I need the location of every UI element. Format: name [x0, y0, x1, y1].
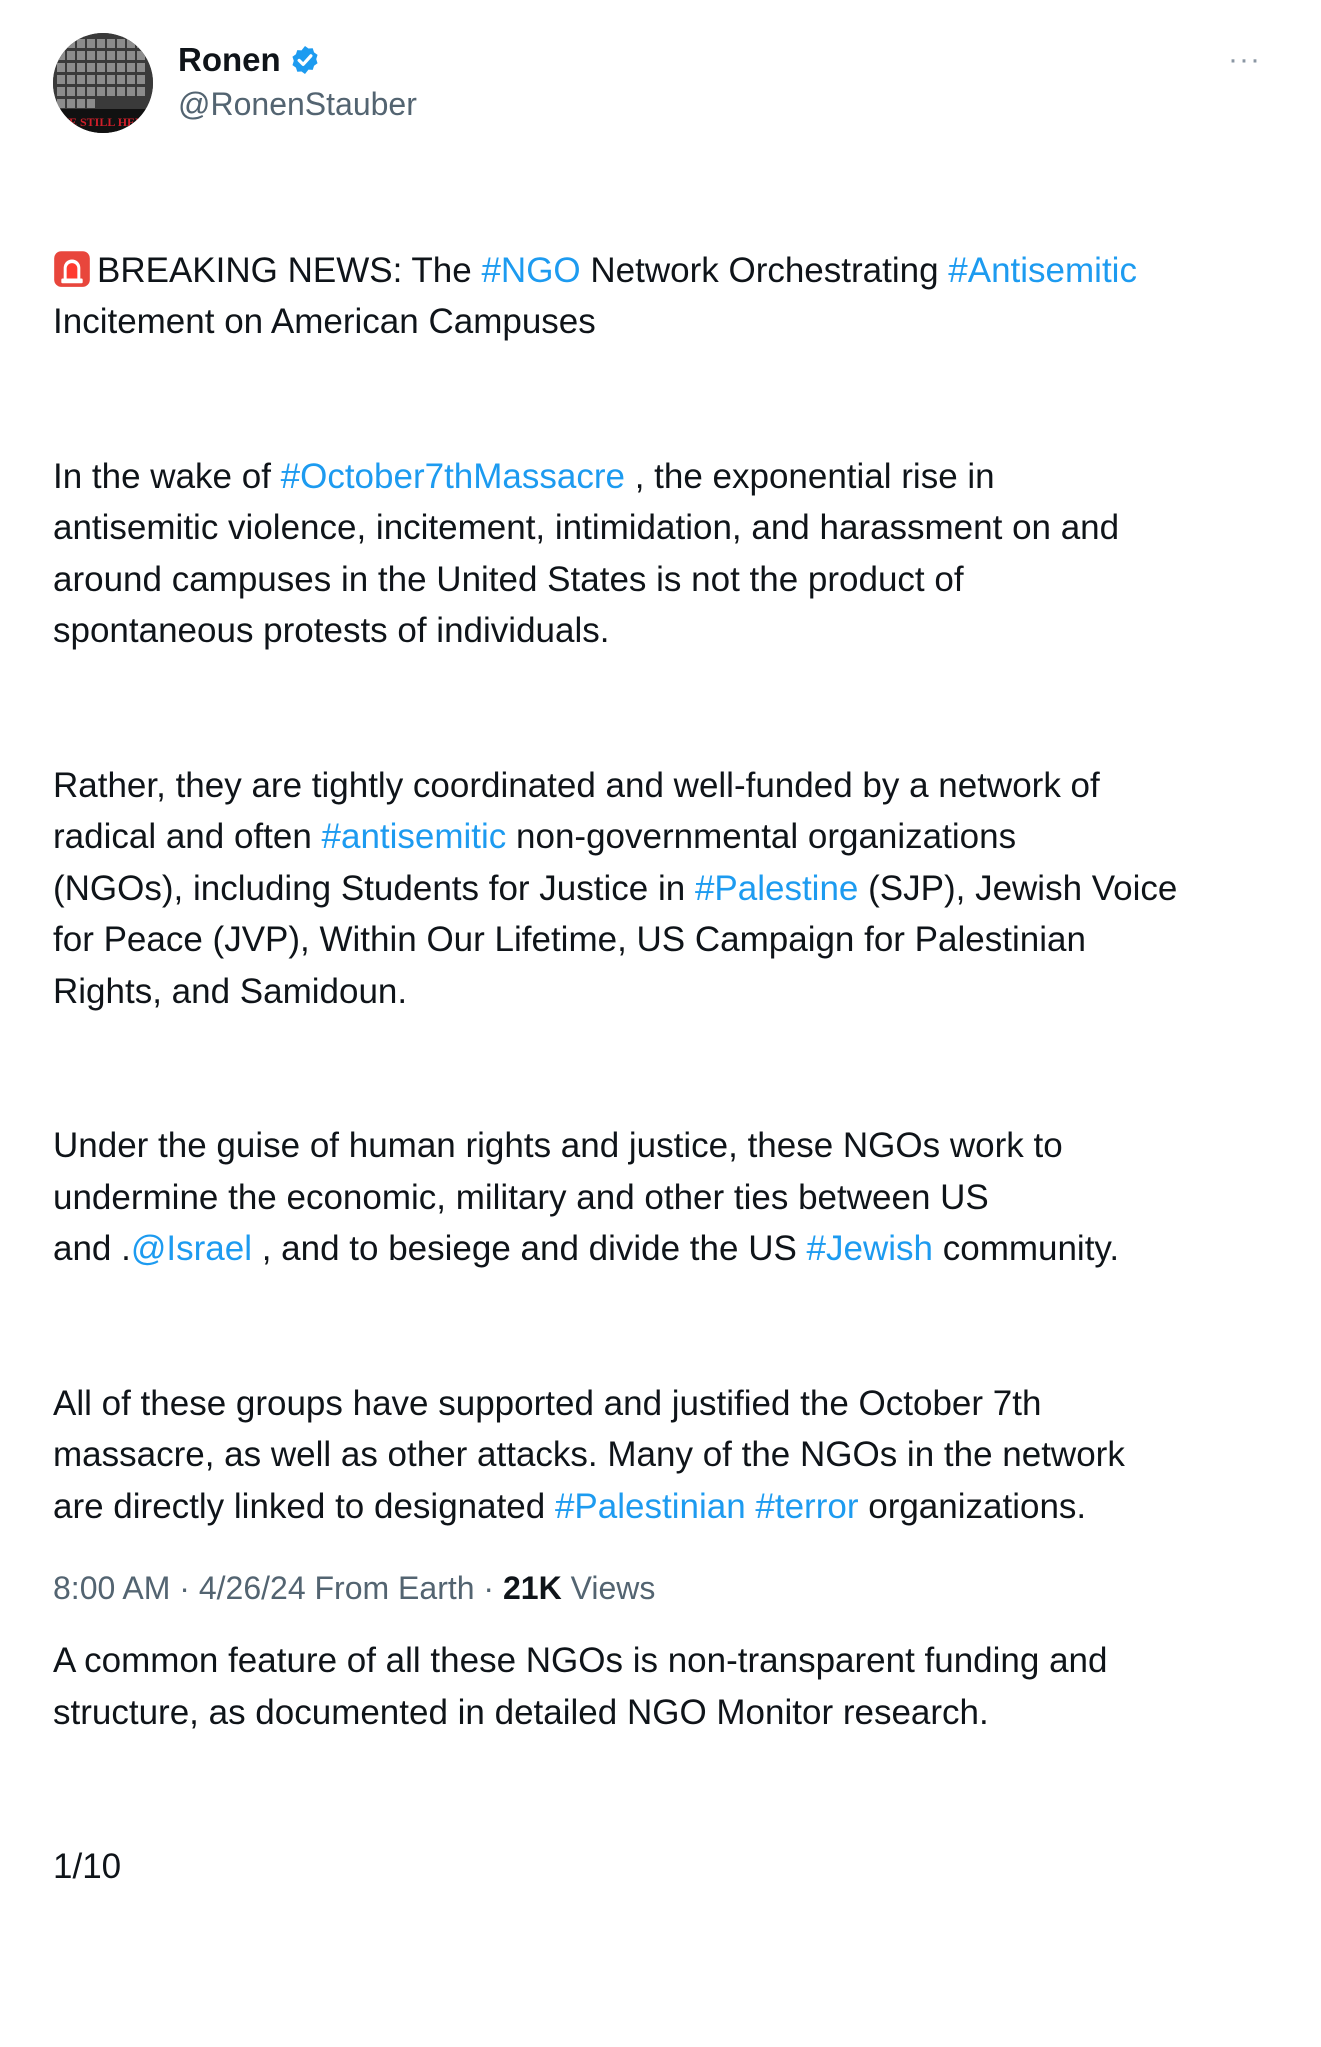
views-label: Views — [561, 1570, 656, 1606]
tweet-text — [53, 193, 1283, 2047]
tweet-paragraph-1 — [53, 245, 1283, 348]
text-run: Rather, they are tightly coordinated and well-funded by a network of radical and often — [53, 765, 1100, 856]
tweet-metadata — [53, 1568, 655, 1608]
hashtag-link[interactable]: #October7thMassacre — [280, 456, 625, 496]
avatar-image — [53, 33, 153, 133]
views-count[interactable]: 21K — [502, 1570, 562, 1606]
text-run: All of these groups have supported and justified the October 7th massacre, as well as other attacks. Many of the NGOs in the network are directly linked to designated — [53, 1383, 1125, 1526]
tweet-paragraph-2 — [53, 451, 1283, 657]
hashtag-link[interactable]: #terror — [755, 1486, 859, 1526]
text-run: Under the guise of human rights and justice, these NGOs work to undermine the economic, military and other ties between US and . — [53, 1126, 1063, 1268]
avatar-text: WE STILL HERE — [57, 115, 152, 129]
tweet-paragraph-4 — [53, 1120, 1283, 1275]
text-run: Network Orchestrating — [580, 250, 949, 290]
text-run: community. — [933, 1229, 1120, 1268]
hashtag-link[interactable]: #antisemitic — [321, 817, 507, 856]
separator: · — [474, 1570, 503, 1606]
author-name-row — [178, 40, 321, 80]
text-run: non-governmental organizations (NGOs), including Students for Justice in — [53, 817, 1017, 908]
tweet-paragraph-5 — [53, 1378, 1283, 1533]
avatar[interactable] — [53, 33, 153, 133]
hashtag-link[interactable]: #Palestinian — [554, 1486, 746, 1526]
display-name[interactable]: Ronen — [178, 41, 281, 78]
text-run: (SJP), Jewish Voice for Peace (JVP), Within Our Lifetime, US Campaign for Palestinian Rights, and Samidoun. — [53, 868, 1178, 1011]
verified-badge-icon — [289, 44, 321, 76]
siren-icon — [53, 250, 91, 288]
hashtag-link[interactable]: #NGO — [481, 250, 581, 290]
tweet-time[interactable]: 8:00 AM — [53, 1570, 171, 1606]
text-run: A common feature of all these NGOs is non-transparent funding and structure, as documented in detailed NGO Monitor research. — [53, 1641, 1108, 1732]
author-handle[interactable]: @RonenStauber — [178, 86, 417, 122]
tweet-date[interactable]: 4/26/24 — [198, 1570, 306, 1606]
text-run: In the wake of — [53, 456, 281, 496]
more-options-icon[interactable]: ··· — [1228, 43, 1261, 76]
text-run: Incitement on American Campuses — [53, 302, 596, 341]
text-run: , the exponential rise in antisemitic violence, incitement, intimidation, and harassment on and around campuses in the United States is not the product of spontaneous protests of individuals. — [53, 456, 1120, 650]
tweet-source: From Earth — [305, 1570, 475, 1606]
tweet-paragraph-7 — [53, 1841, 1283, 1893]
tweet-paragraph-3 — [53, 760, 1283, 1018]
text-run: BREAKING NEWS: The — [97, 250, 482, 290]
text-run: , and to besiege and divide the US — [251, 1229, 807, 1268]
tweet-paragraph-6 — [53, 1635, 1283, 1738]
hashtag-link[interactable]: #Palestine — [694, 868, 859, 908]
separator: · — [170, 1570, 199, 1606]
mention-link[interactable]: @Israel — [130, 1229, 252, 1268]
hashtag-link[interactable]: #Antisemitic — [948, 250, 1137, 290]
text-run — [746, 1487, 756, 1526]
text-run: organizations. — [858, 1486, 1087, 1526]
hashtag-link[interactable]: #Jewish — [806, 1229, 933, 1268]
thread-counter: 1/10 — [53, 1847, 122, 1886]
